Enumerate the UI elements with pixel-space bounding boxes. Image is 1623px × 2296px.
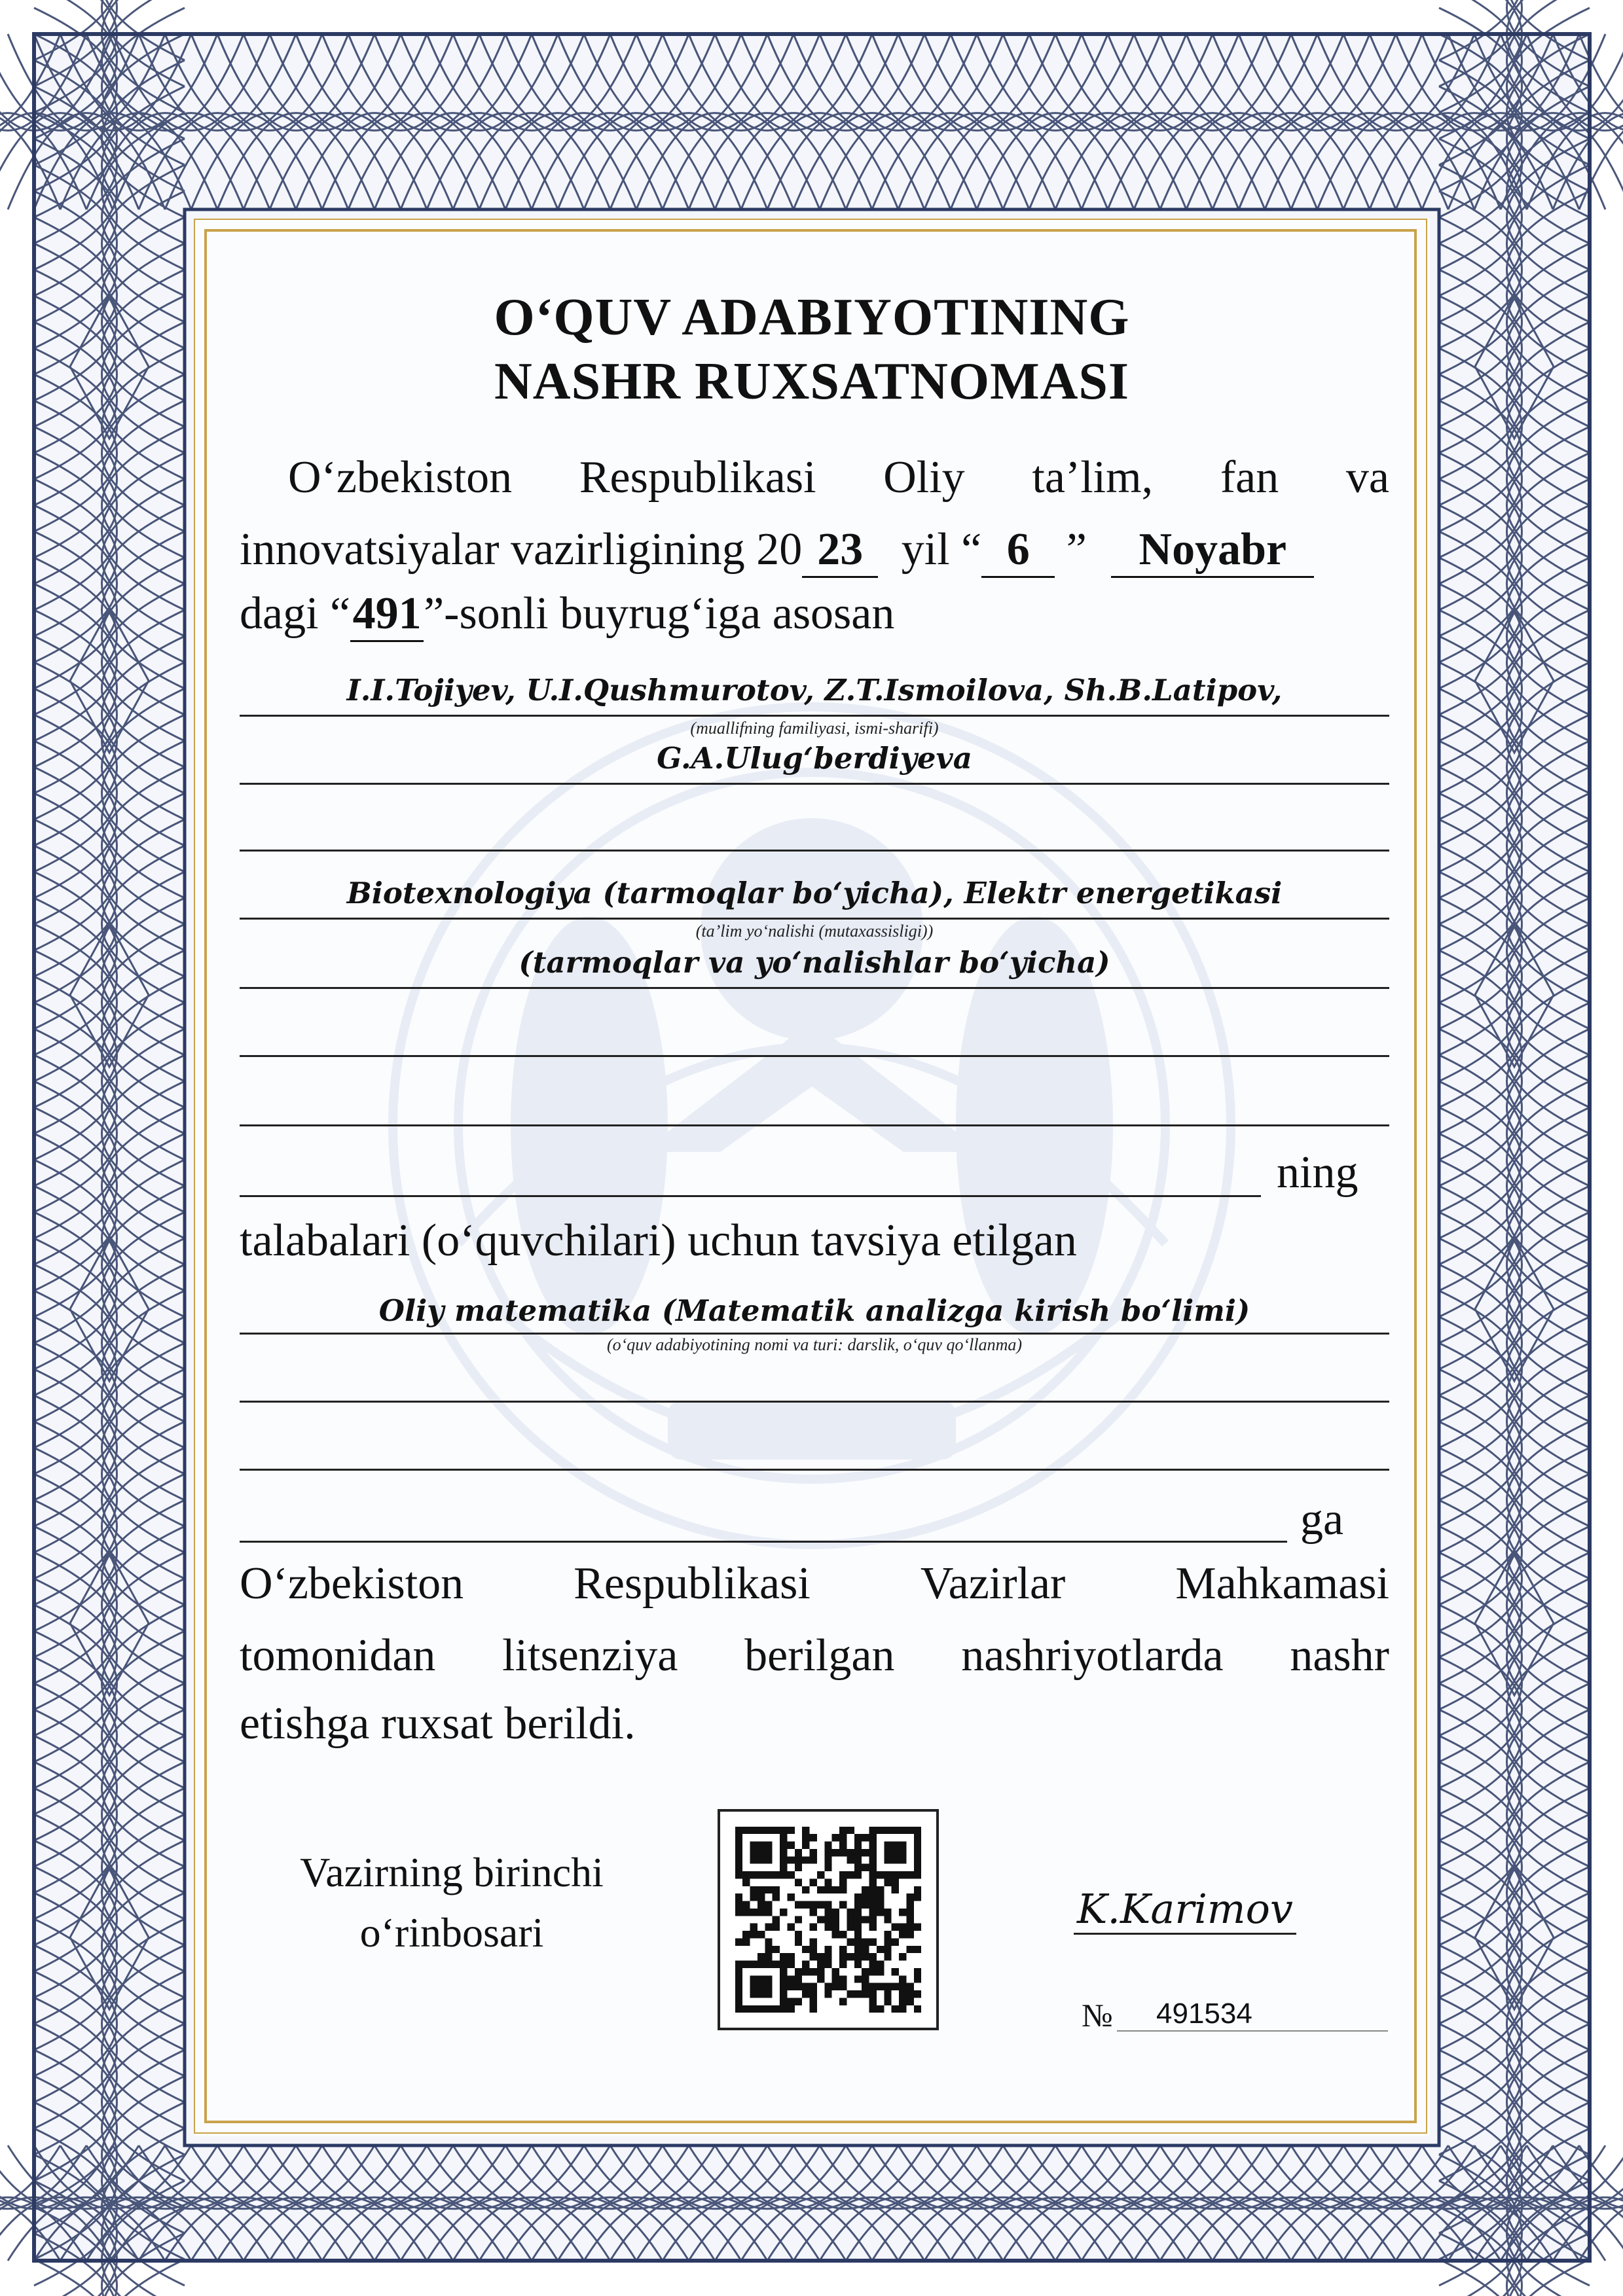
form-rule: [240, 1401, 1389, 1403]
ga-label: ga: [1300, 1494, 1344, 1545]
decree-line3: [240, 588, 1389, 642]
decree-line1: [288, 452, 1389, 504]
form-rule: [240, 1124, 1389, 1126]
form-rule: [240, 1541, 1287, 1543]
form-rule: [240, 783, 1389, 785]
decree-day-field: 6: [981, 524, 1055, 578]
form-rule: [240, 1195, 1261, 1197]
decree-word: Oliy: [883, 452, 965, 503]
qr-code-pattern: [720, 1812, 936, 2028]
permission-line2: [240, 1630, 1389, 1682]
decree-month-field: Noyabr: [1111, 524, 1314, 578]
permission-word: O‘zbekiston: [240, 1558, 464, 1609]
ning-label: ning: [1277, 1147, 1359, 1198]
permission-word: tomonidan: [240, 1630, 436, 1681]
book-title: Oliy matematika (Matematik analizga kirish bo‘limi): [378, 1293, 1250, 1328]
decree-word: ta’lim,: [1032, 452, 1154, 503]
qr-code[interactable]: [718, 1809, 939, 2030]
form-rule: [240, 850, 1389, 852]
quote-close: ”: [1066, 524, 1087, 575]
form-rule: [240, 1055, 1389, 1057]
specialty-line1: Biotexnologiya (tarmoqlar bo‘yicha), Elektr energetikasi: [346, 876, 1283, 910]
specialty-line2: (tarmoqlar va yo‘nalishlar bo‘yicha): [519, 945, 1110, 980]
permission-word: Vazirlar: [920, 1558, 1066, 1609]
form-rule: [240, 987, 1389, 989]
certificate-number: 491534: [1117, 1998, 1388, 2032]
authors-line1: I.I.Tojiyev, U.I.Qushmurotov, Z.T.Ismoilova, Sh.B.Latipov,: [346, 673, 1283, 708]
order-number-field: 491: [350, 588, 424, 642]
decree-word: Respublikasi: [579, 452, 816, 503]
decree-word: fan: [1220, 452, 1279, 503]
specialty-caption: (ta’lim yo‘nalishi (mutaxassisligi)): [695, 922, 934, 941]
book-caption: (o‘quv adabiyotining nomi va turi: darslik, o‘quv qo‘llanma): [606, 1335, 1023, 1354]
recommended-text: talabalari (o‘quvchilari) uchun tavsiya etilgan: [240, 1215, 1077, 1266]
authors-caption: (muallifning familiyasi, ismi-sharifi): [690, 719, 939, 738]
permission-line1: [240, 1558, 1389, 1610]
permission-word: Mahkamasi: [1175, 1558, 1389, 1609]
decree-line2: [240, 524, 1389, 578]
signer-title-line1: Vazirning birinchi: [300, 1849, 604, 1895]
form-rule: [240, 1333, 1389, 1335]
document-title-line2: NASHR RUXSATNOMASI: [494, 353, 1129, 410]
permission-line3: etishga ruxsat berildi.: [240, 1698, 636, 1749]
decree-year-field: 23: [802, 524, 878, 578]
permission-word: nashriyotlarda: [961, 1630, 1224, 1681]
permission-word: nashr: [1290, 1630, 1389, 1681]
yil-label: yil “: [901, 524, 982, 575]
form-rule: [240, 918, 1389, 920]
form-rule: [240, 715, 1389, 717]
order-suffix: ”-sonli buyrug‘iga asosan: [424, 588, 895, 639]
document-title-line1: O‘QUV ADABIYOTINING: [494, 289, 1130, 346]
decree-text: innovatsiyalar vazirligining 20: [240, 524, 803, 575]
permission-word: berilgan: [744, 1630, 895, 1681]
permission-word: litsenziya: [502, 1630, 678, 1681]
signer-title-line2: o‘rinbosari: [359, 1909, 544, 1956]
decree-word: O‘zbekiston: [288, 452, 513, 503]
dagi-label: dagi “: [240, 588, 351, 639]
number-label: №: [1082, 1997, 1113, 2034]
form-rule: [240, 1469, 1389, 1471]
permission-word: Respublikasi: [574, 1558, 811, 1609]
signature: K.Karimov: [1074, 1885, 1296, 1935]
decree-word: va: [1345, 452, 1389, 503]
authors-line2: G.A.Ulug‘berdiyeva: [657, 741, 972, 776]
